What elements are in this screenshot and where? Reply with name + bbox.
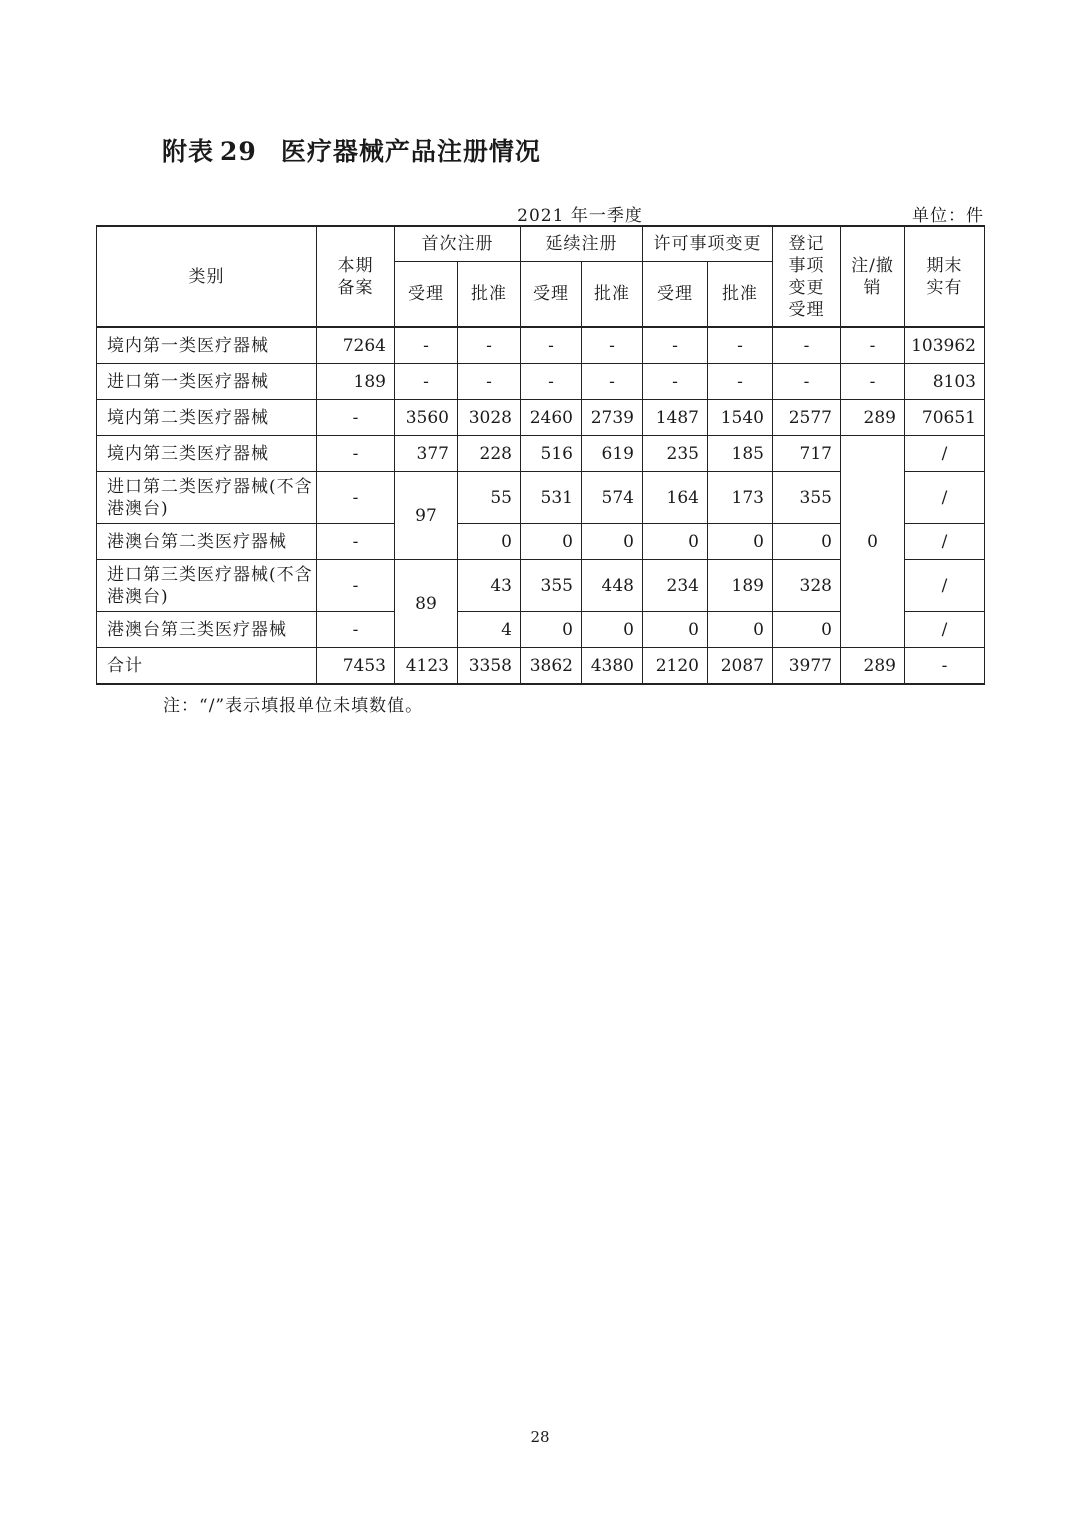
cell-renew-accept: 355: [521, 560, 582, 612]
cell-license-accept: 235: [643, 436, 708, 472]
header-approve: 批准: [582, 262, 643, 328]
cell-license-approve: 0: [708, 524, 773, 560]
cell-renew-approve: 448: [582, 560, 643, 612]
header-category: 类别: [97, 226, 317, 327]
cell-renew-accept: 516: [521, 436, 582, 472]
total-license-accept: 2120: [643, 648, 708, 685]
cell-registration-change: 355: [773, 472, 841, 524]
header-end-total: 期末实有: [905, 226, 985, 327]
cell-renew-approve: -: [582, 327, 643, 364]
row-category: 港澳台第二类医疗器械: [97, 524, 317, 560]
cell-end-total: 8103: [905, 364, 985, 400]
title-prefix: 附表: [162, 137, 215, 166]
cell-license-approve: 189: [708, 560, 773, 612]
cell-registration-change: -: [773, 364, 841, 400]
table-note: 注：“/”表示填报单位未填数值。: [163, 696, 424, 716]
cell-renew-approve: 619: [582, 436, 643, 472]
title-number: 29: [220, 137, 257, 166]
title-text: 医疗器械产品注册情况: [280, 137, 541, 166]
cell-first-approve: -: [458, 327, 521, 364]
table-row: [97, 364, 985, 400]
cell-end-total: /: [905, 436, 985, 472]
cell-license-approve: -: [708, 364, 773, 400]
cell-license-approve: -: [708, 327, 773, 364]
cell-license-accept: 0: [643, 524, 708, 560]
page-number: 28: [530, 1428, 550, 1446]
cell-first-accept: -: [395, 327, 458, 364]
cell-registration-change: 328: [773, 560, 841, 612]
cell-filing: -: [317, 612, 395, 648]
header-first-reg: 首次注册: [395, 226, 521, 262]
cell-license-approve: 185: [708, 436, 773, 472]
total-cancel: 289: [841, 648, 905, 685]
cell-registration-change: 717: [773, 436, 841, 472]
cell-end-total: /: [905, 524, 985, 560]
cell-filing: -: [317, 472, 395, 524]
total-label: 合计: [97, 648, 317, 685]
cell-renew-accept: 0: [521, 524, 582, 560]
cell-registration-change: 0: [773, 612, 841, 648]
total-row: [97, 648, 985, 685]
cell-first-accept-merged: 97: [395, 472, 458, 560]
cell-license-approve: 1540: [708, 400, 773, 436]
cell-first-approve: 4: [458, 612, 521, 648]
cell-license-accept: -: [643, 327, 708, 364]
cell-license-accept: 0: [643, 612, 708, 648]
total-registration-change: 3977: [773, 648, 841, 685]
cell-renew-approve: 574: [582, 472, 643, 524]
total-first-accept: 4123: [395, 648, 458, 685]
cell-cancel: 289: [841, 400, 905, 436]
total-first-approve: 3358: [458, 648, 521, 685]
cell-first-approve: 55: [458, 472, 521, 524]
cell-license-accept: 1487: [643, 400, 708, 436]
header-license-change: 许可事项变更: [643, 226, 773, 262]
header-accept: 受理: [395, 262, 458, 328]
cell-first-approve: 43: [458, 560, 521, 612]
cell-filing: -: [317, 560, 395, 612]
cell-license-approve: 173: [708, 472, 773, 524]
total-end-total: -: [905, 648, 985, 685]
cell-renew-accept: -: [521, 364, 582, 400]
row-category: 境内第三类医疗器械: [97, 436, 317, 472]
total-renew-accept: 3862: [521, 648, 582, 685]
cell-license-accept: -: [643, 364, 708, 400]
cell-filing: 189: [317, 364, 395, 400]
row-category: 境内第二类医疗器械: [97, 400, 317, 436]
cell-cancel: -: [841, 364, 905, 400]
page-title: [162, 132, 541, 168]
cell-renew-approve: 0: [582, 612, 643, 648]
cell-first-accept: -: [395, 364, 458, 400]
table-row: [97, 436, 985, 472]
cell-filing: -: [317, 400, 395, 436]
cell-renew-accept: 2460: [521, 400, 582, 436]
cell-renew-accept: 0: [521, 612, 582, 648]
cell-renew-approve: -: [582, 364, 643, 400]
registration-table: [96, 225, 985, 685]
cell-first-accept: 3560: [395, 400, 458, 436]
header-registration-change: 登记事项变更受理: [773, 226, 841, 327]
cell-first-approve: 3028: [458, 400, 521, 436]
row-category: 境内第一类医疗器械: [97, 327, 317, 364]
cell-end-total: /: [905, 472, 985, 524]
table-row: [97, 400, 985, 436]
cell-first-accept: 377: [395, 436, 458, 472]
cell-end-total: /: [905, 560, 985, 612]
period-label: 2021 年一季度: [517, 206, 643, 226]
cell-first-approve: -: [458, 364, 521, 400]
total-filing: 7453: [317, 648, 395, 685]
cell-end-total: /: [905, 612, 985, 648]
cell-cancel-merged: 0: [841, 436, 905, 648]
total-renew-approve: 4380: [582, 648, 643, 685]
cell-first-approve: 228: [458, 436, 521, 472]
header-approve: 批准: [458, 262, 521, 328]
header-cancel: 注/撤销: [841, 226, 905, 327]
row-category: 进口第一类医疗器械: [97, 364, 317, 400]
cell-registration-change: 2577: [773, 400, 841, 436]
header-accept: 受理: [643, 262, 708, 328]
header-accept: 受理: [521, 262, 582, 328]
header-filing: 本期备案: [317, 226, 395, 327]
header-renewal-reg: 延续注册: [521, 226, 643, 262]
cell-renew-approve: 2739: [582, 400, 643, 436]
cell-license-accept: 234: [643, 560, 708, 612]
row-category: 进口第二类医疗器械(不含港澳台): [97, 472, 317, 524]
cell-renew-accept: 531: [521, 472, 582, 524]
row-category: 港澳台第三类医疗器械: [97, 612, 317, 648]
cell-end-total: 70651: [905, 400, 985, 436]
cell-registration-change: -: [773, 327, 841, 364]
total-license-approve: 2087: [708, 648, 773, 685]
cell-cancel: -: [841, 327, 905, 364]
cell-filing: 7264: [317, 327, 395, 364]
cell-end-total: 103962: [905, 327, 985, 364]
cell-license-accept: 164: [643, 472, 708, 524]
row-category: 进口第三类医疗器械(不含港澳台): [97, 560, 317, 612]
header-approve: 批准: [708, 262, 773, 328]
unit-label: 单位：件: [912, 206, 984, 226]
cell-renew-approve: 0: [582, 524, 643, 560]
cell-filing: -: [317, 436, 395, 472]
cell-first-accept-merged: 89: [395, 560, 458, 648]
cell-registration-change: 0: [773, 524, 841, 560]
cell-filing: -: [317, 524, 395, 560]
table-row: [97, 327, 985, 364]
cell-renew-accept: -: [521, 327, 582, 364]
cell-license-approve: 0: [708, 612, 773, 648]
cell-first-approve: 0: [458, 524, 521, 560]
